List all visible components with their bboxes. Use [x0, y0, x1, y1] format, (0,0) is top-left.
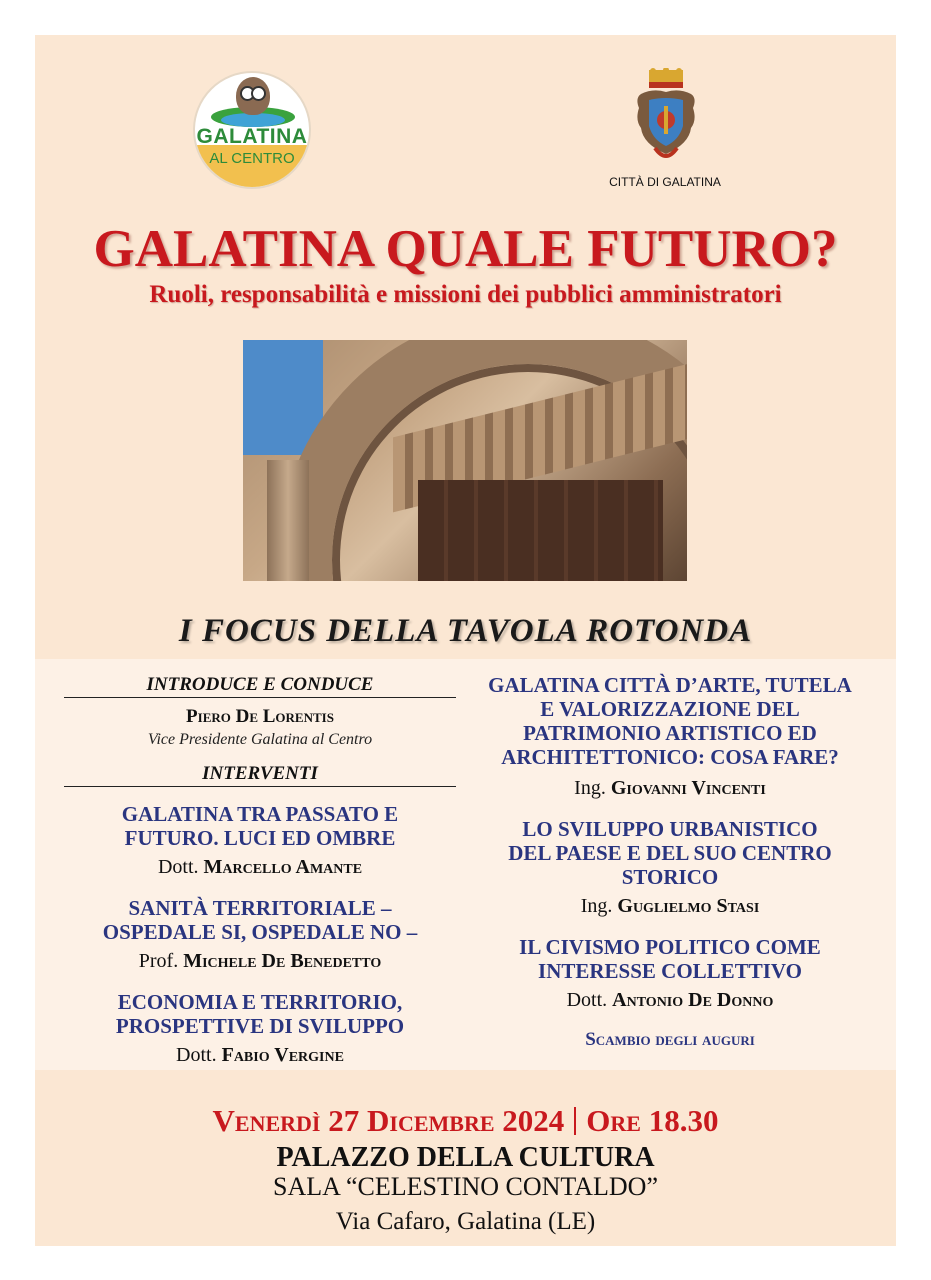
page-subtitle: Ruoli, responsabilità e missioni dei pubblici amministratori: [149, 281, 782, 308]
speaker-name: Giovanni Vincenti: [610, 777, 766, 799]
logo-subtitle: AL CENTRO: [209, 150, 295, 167]
program-right-column: [475, 659, 865, 1051]
page-title: GALATINA QUALE FUTURO?: [93, 220, 838, 278]
speaker-name: Antonio De Donno: [612, 989, 774, 1011]
moderator-name: Piero De Lorentis: [186, 706, 334, 727]
logo-name: GALATINA: [196, 125, 308, 148]
focus-heading: I FOCUS DELLA TAVOLA ROTONDA: [178, 613, 753, 649]
city-crest-icon: [635, 68, 697, 168]
speaker-name: Michele De Benedetto: [183, 950, 382, 972]
event-date-time: [35, 1103, 896, 1139]
speaker-name: Marcello Amante: [203, 856, 363, 878]
intro-heading: INTRODUCE E CONDUCE: [64, 673, 456, 698]
church-portal-photo: [243, 340, 687, 581]
speaker-title: Ing.: [580, 895, 613, 917]
speaker-name: Fabio Vergine: [221, 1044, 344, 1066]
event-time: Ore 18.30: [586, 1103, 719, 1138]
event-poster: [35, 35, 896, 1246]
moderator-role: Vice Presidente Galatina al Centro: [147, 731, 373, 748]
program-panel: [35, 659, 896, 1070]
galatina-al-centro-logo: [193, 71, 311, 189]
event-date: Venerdì 27 Dicembre 2024: [212, 1103, 565, 1138]
talk-topic: SANITÀ TERRITORIALE – OSPEDALE SI, OSPEDALE NO –: [102, 896, 418, 944]
speaker-title: Dott.: [566, 989, 608, 1011]
talk-topic: ECONOMIA E TERRITORIO, PROSPETTIVE DI SVILUPPO: [115, 990, 405, 1038]
talk-speaker: [64, 854, 456, 880]
talk-speaker: [64, 948, 456, 974]
talk-speaker: [475, 987, 865, 1013]
talk-speaker: [64, 1042, 456, 1068]
closing-note: Scambio degli auguri: [585, 1029, 755, 1050]
event-hall: SALA “CELESTINO CONTALDO”: [273, 1172, 658, 1201]
speaker-name: Guglielmo Stasi: [617, 895, 760, 917]
speaker-title: Dott.: [157, 856, 199, 878]
talk-topic: GALATINA TRA PASSATO E FUTURO. LUCI ED OMBRE: [121, 802, 399, 850]
event-venue: PALAZZO DELLA CULTURA: [276, 1142, 655, 1173]
crest-label: CITTÀ DI GALATINA: [609, 175, 721, 189]
talk-speaker: [475, 893, 865, 919]
talk-topic: GALATINA CITTÀ D’ARTE, TUTELA E VALORIZZAZIONE DEL PATRIMONIO ARTISTICO ED ARCHITETTONICO: COSA FARE?: [488, 673, 852, 769]
interventi-heading: INTERVENTI: [64, 762, 456, 787]
talk-topic: IL CIVISMO POLITICO COME INTERESSE COLLETTIVO: [519, 935, 821, 983]
event-address: Via Cafaro, Galatina (LE): [335, 1208, 596, 1235]
date-time-divider: [574, 1107, 576, 1135]
speaker-title: Ing.: [574, 777, 606, 799]
talk-speaker: [475, 775, 865, 801]
speaker-title: Prof.: [138, 950, 179, 972]
speaker-title: Dott.: [176, 1044, 217, 1066]
program-left-column: [64, 659, 456, 1068]
talk-topic: LO SVILUPPO URBANISTICO DEL PAESE E DEL SUO CENTRO STORICO: [508, 817, 832, 889]
owl-icon: [236, 77, 270, 115]
